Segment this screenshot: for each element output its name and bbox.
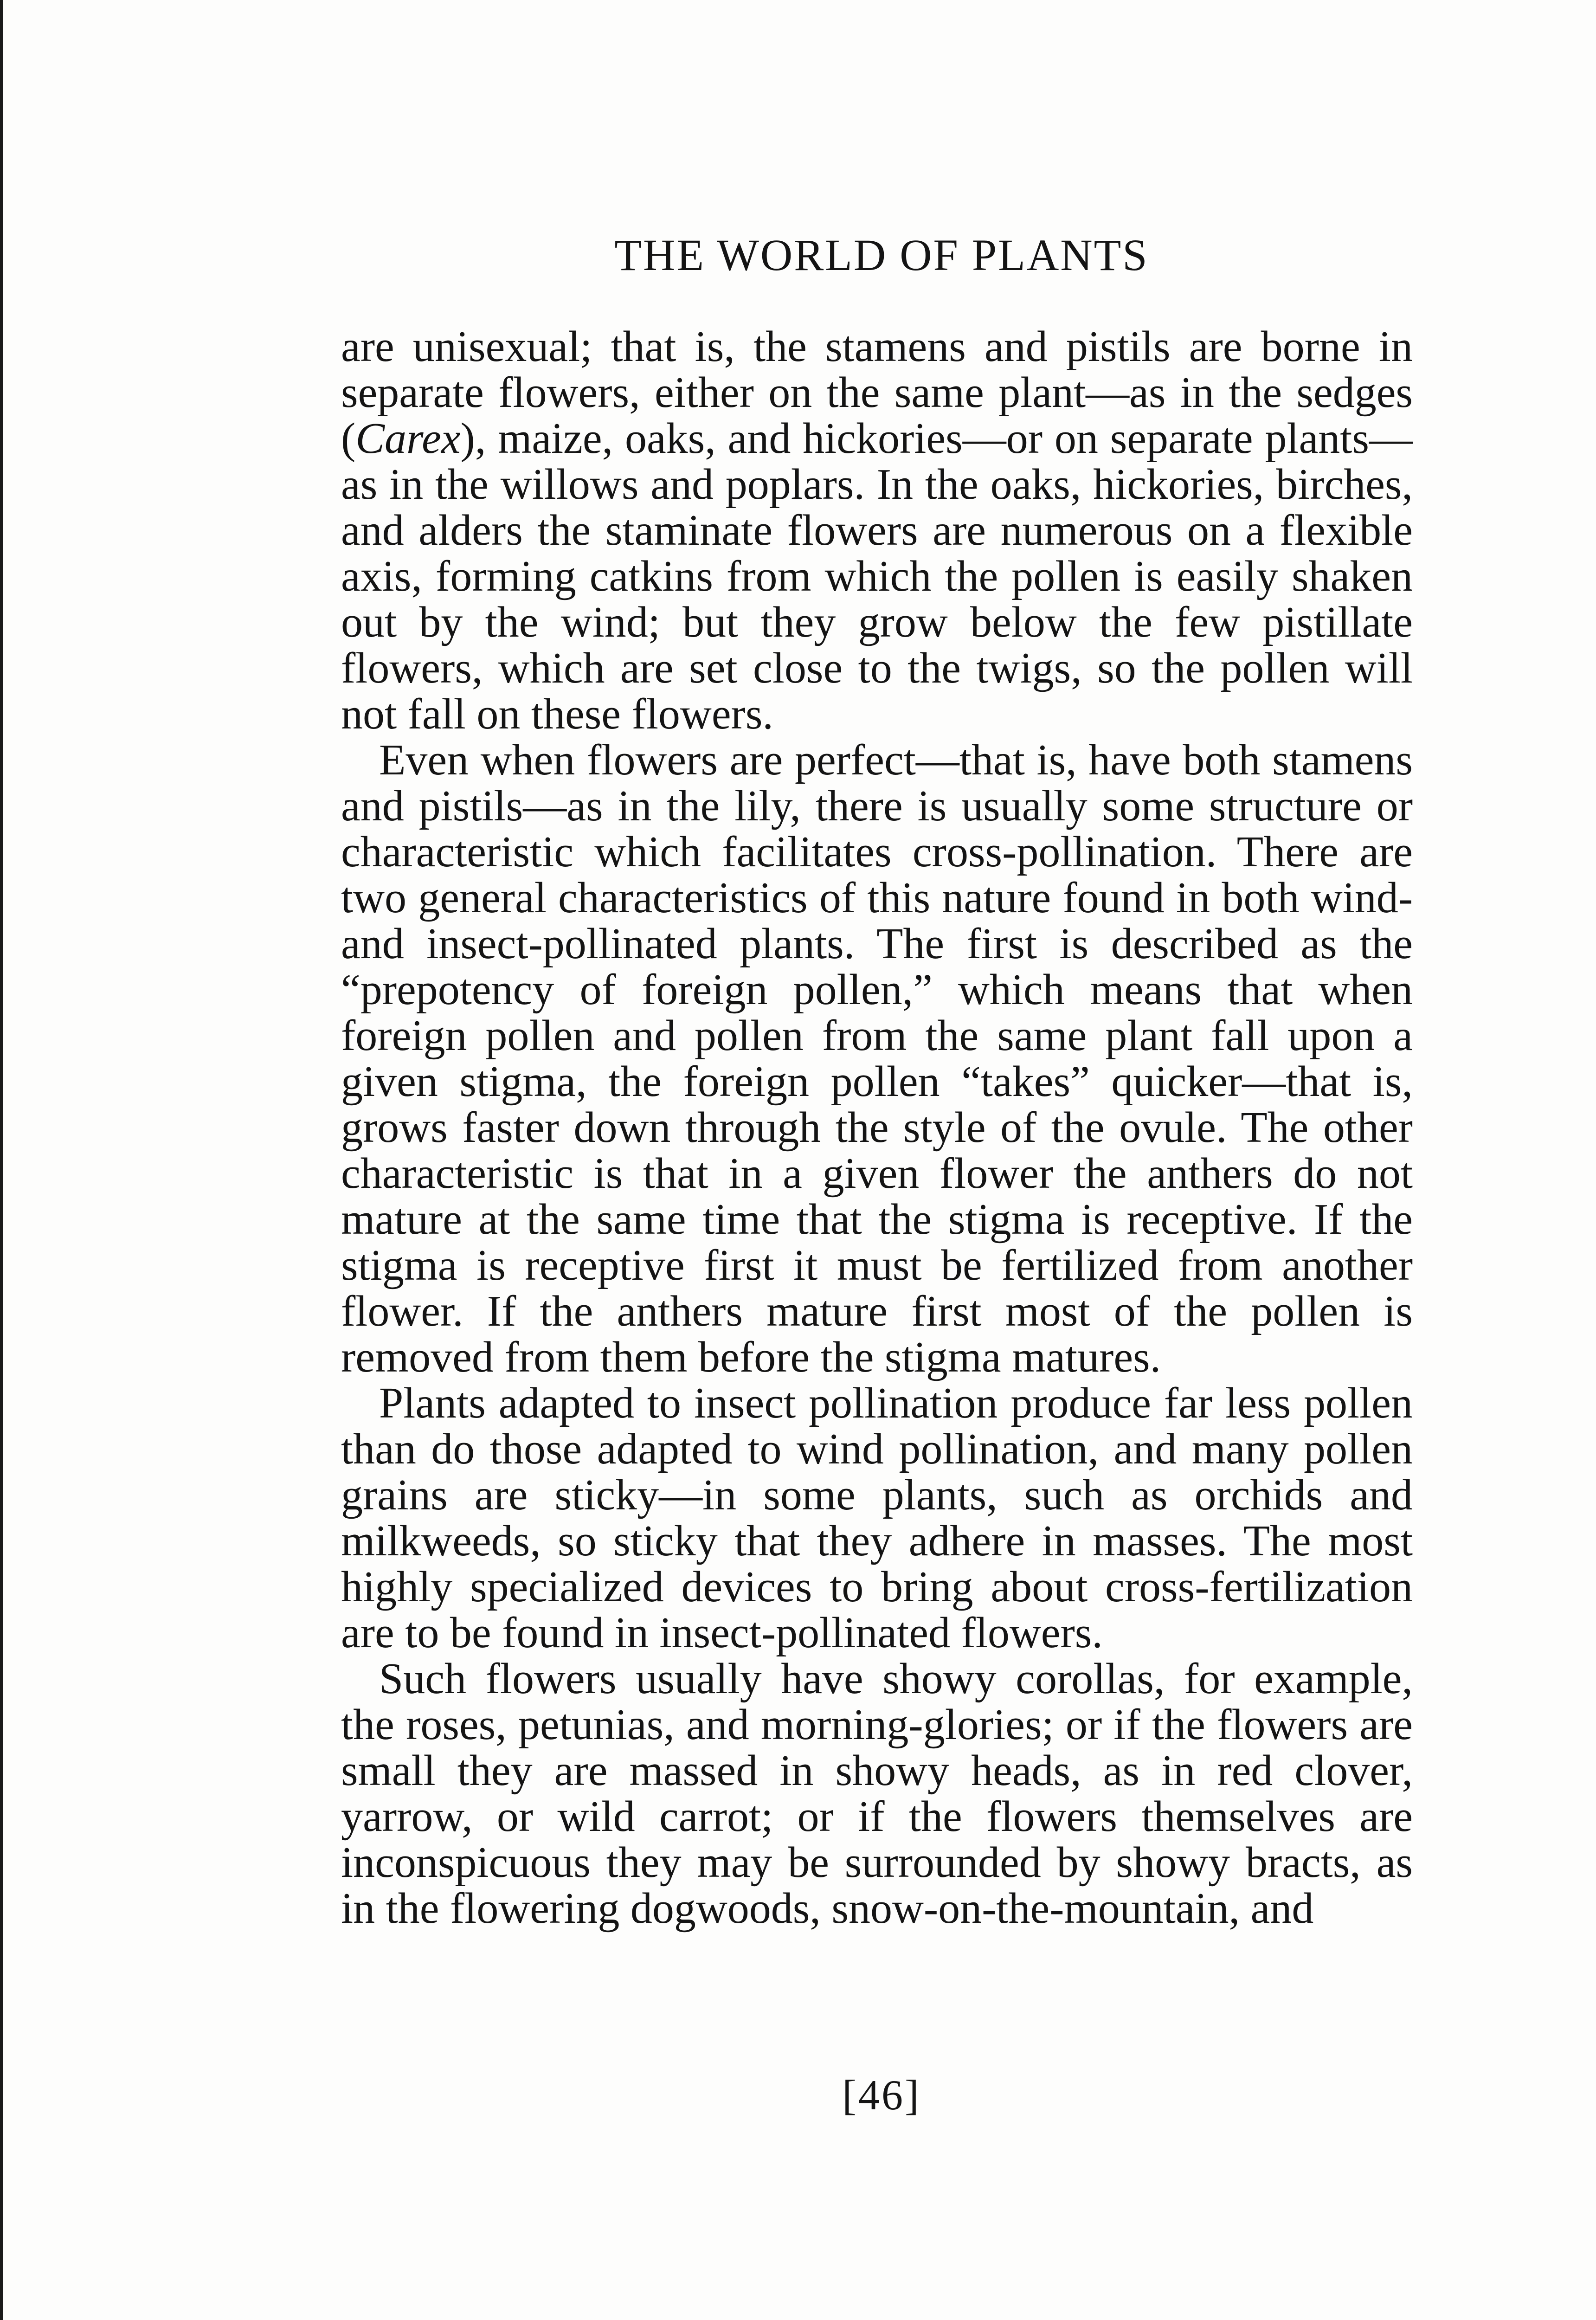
body-text (341, 324, 1413, 1932)
paragraph-1-italic-genus: Carex (355, 414, 461, 463)
paragraph-1-text-before: are unisexual; that is, the stamens and pistils are borne in separate flowers, either on the same plant—as in the sedges ( (341, 322, 1413, 463)
paragraph-1 (341, 324, 1413, 737)
paragraph-1-text-after: ), maize, oaks, and hickories—or on separate plants—as in the willows and poplars. In the oaks, hickories, birches, and alders the staminate flowers are numerous on a flexible axis, forming catkins from which the pollen is easily shaken out by the wind; but they grow below the few pistillate flowers, which are set close to the twigs, so the pollen will not fall on these flowers. (341, 414, 1413, 738)
paragraph-4: Such flowers usually have showy corollas, for example, the roses, petunias, and morning-glories; or if the flowers are small they are massed in showy heads, as in red clover, yarrow, or wild carrot; or if the flowers themselves are inconspicuous they may be surrounded by showy bracts, as in the flowering dogwoods, snow-on-the-mountain, and (341, 1655, 1413, 1933)
page-number: [46] (842, 2071, 921, 2119)
paragraph-2: Even when flowers are perfect—that is, have both stamens and pistils—as in the lily, there is usually some structure or characteristic which facilitates cross-pollination. There are two general characteristics of this nature found in both wind- and insect-pollinated plants. The first is described as the “prepotency of foreign pollen,” which means that when foreign pollen and pollen from the same plant fall upon a given stigma, the foreign pollen “takes” quicker—that is, grows faster down through the style of the ovule. The other characteristic is that in a given flower the anthers do not mature at the same time that the stigma is receptive. If the stigma is receptive first it must be fertilized from another flower. If the anthers mature first most of the pollen is removed from them before the stigma matures. (341, 736, 1413, 1381)
running-head: THE WORLD OF PLANTS (614, 230, 1149, 280)
page-left-edge (0, 0, 3, 2320)
paragraph-3: Plants adapted to insect pollination produce far less pollen than do those adapted to wind pollination, and many pollen grains are sticky—in some plants, such as orchids and milkweeds, so sticky that they adhere in masses. The most highly specialized devices to bring about cross-fertilization are to be found in insect-pollinated flowers. (341, 1379, 1413, 1657)
